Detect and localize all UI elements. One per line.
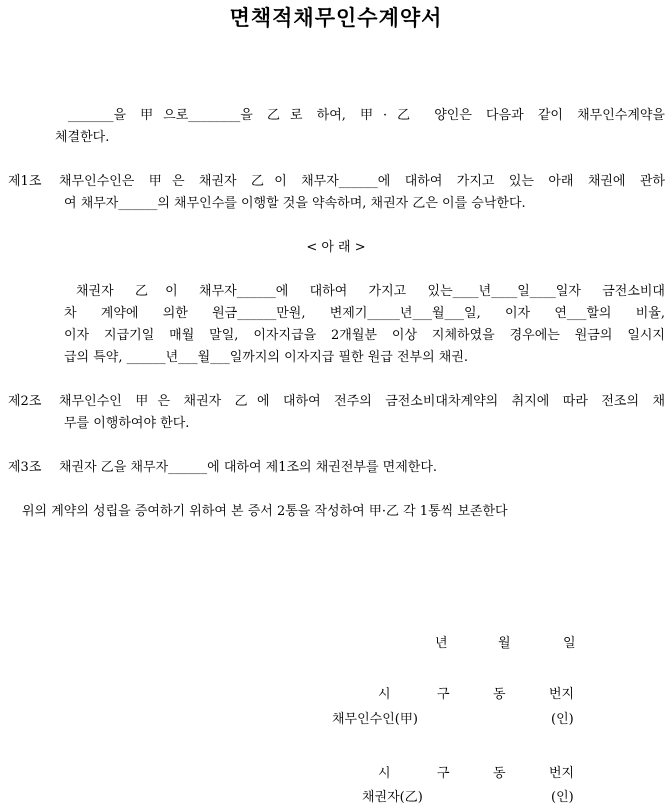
below-heading: < 아 래 > (306, 240, 366, 255)
assumer-label: 채무인수인(甲) (332, 712, 418, 727)
creditor-addr-gu: 구 (437, 766, 450, 781)
article-1-label: 제1조 (8, 174, 42, 189)
creditor-addr-dong: 동 (493, 766, 506, 781)
closing-statement: 위의 계약의 성립을 증여하기 위하여 본 증서 2통을 작성하여 甲·乙 각 1통씩 보존한다 (22, 504, 508, 519)
date-month: 월 (498, 636, 511, 651)
creditor-addr-si: 시 (378, 766, 391, 781)
assumer-seal: (인) (551, 712, 574, 727)
creditor-label: 채권자(乙) (362, 790, 423, 805)
article-2-label: 제2조 (8, 394, 42, 409)
intro-line-2: 체결한다. (55, 130, 110, 145)
article-1-line-1: 채무인수인은 甲은 채권자 乙이 채무자______에 대하여 가지고 있는 아래 채권에 관하 (59, 174, 665, 189)
article-3-line-1: 채권자 乙을 채무자______에 대하여 제1조의 채권전부를 면제한다. (59, 460, 438, 475)
article-1-line-2: 여 채무자______의 채무인수를 이행할 것을 약속하며, 채권자 乙은 이를 승낙한다. (64, 196, 526, 211)
assumer-addr-dong: 동 (493, 687, 506, 702)
date-year: 년 (435, 636, 448, 651)
article-3-label: 제3조 (8, 460, 42, 475)
creditor-addr-beonji: 번지 (549, 766, 575, 781)
assumer-addr-gu: 구 (437, 687, 450, 702)
details-line-1: 채권자 乙이 채무자______에 대하여 가지고 있는____년____일____일자 금전소비대 (76, 284, 665, 299)
date-day: 일 (563, 636, 576, 651)
details-line-2: 차 계약에 의한 원금______만원, 변제기_____년___월___일, 이자 연___할의 비율, (64, 306, 665, 321)
intro-line-1: _______을 甲으로________을 乙로 하여, 甲·乙 양인은 다음과 같이 채무인수계약을 (68, 108, 665, 123)
article-2-line-1: 채무인수인 甲은 채권자 乙에 대하여 전주의 금전소비대차계약의 취지에 따라 전조의 채 (59, 394, 665, 409)
details-line-3: 이자 지급기일 매월 말일, 이자지급을 2개월분 이상 지체하였을 경우에는 원금의 일시지 (64, 328, 665, 343)
details-line-4: 급의 특약, ______년___월___일까지의 이자지급 필한 원급 전부의 채권. (64, 350, 469, 365)
creditor-seal: (인) (551, 790, 574, 805)
assumer-addr-si: 시 (378, 687, 391, 702)
document-title: 면책적채무인수계약서 (229, 5, 443, 30)
article-2-line-2: 무를 이행하여야 한다. (64, 416, 190, 431)
assumer-addr-beonji: 번지 (549, 687, 575, 702)
